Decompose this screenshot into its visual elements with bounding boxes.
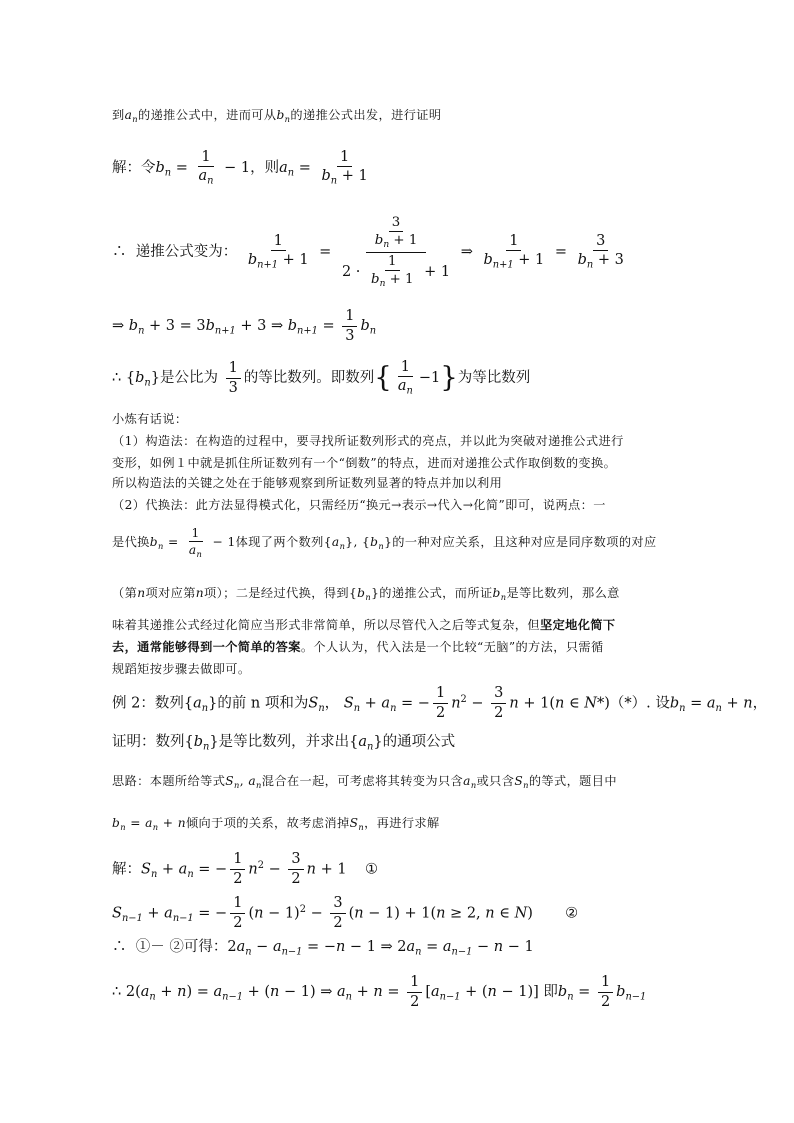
result-line: ∴ $2(a_n + n) = a_{n-1} + (n - 1)$ ⇒ $a_n + n$ = $\frac{1}{2}$ $[a_{n-1} + (n - 1)]$ 即$b_n$ = $\frac{1}{2}$ $b_{n-1}$ <box>112 973 647 1010</box>
summary-line-3: 所以构造法的关键之处在于能够观察到所证数列显著的特点并加以利用 <box>112 476 503 490</box>
substitution-line: 解：令$b_n$ = $\frac{1}{a_n}$ − 1，则$a_n$ = $\frac{1}{b_n + 1}$ <box>112 148 368 187</box>
summary-line-4: （2）代换法：此方法显得模式化，只需经历“换元→表示→代入→化简”即可，说两点：一 <box>112 498 606 512</box>
summary-line-6: （第n项对应第n项）；二是经过代换，得到$\{b_n\}$的递推公式，而所证$b_n$是等比数列，那么意 <box>112 586 620 602</box>
summary-line-1: （1）构造法：在构造的过程中，要寻找所证数列形式的亮点，并以此为突破对递推公式进行 <box>112 434 624 448</box>
example-2-proof-goal: 证明：数列$\{b_n\}$是等比数列，并求出$\{a_n\}$的通项公式 <box>112 734 456 753</box>
example-2-statement: 例 2：数列$\{a_n\}$的前 n 项和为$S_n$， $S_n + a_n$ = − $\frac{1}{2}$ $n^2$ − $\frac{3}{2}$ n + 1(n ∈ N*)（*）. 设$b_n = a_n + n$， <box>112 685 768 721</box>
difference-line: ∴ ①－ ②可得：$2a_n - a_{n-1} = -n - 1$ ⇒ $2a_n = a_{n-1} - n - 1$ <box>112 939 534 958</box>
intro-line: 到$a_n$的递推公式中，进而可从$b_n$的递推公式出发，进行证明 <box>112 108 442 124</box>
summary-line-2: 变形，如例１中就是抓住所证数列有一个“倒数”的特点，进而对递推公式作取倒数的变换。 <box>112 456 617 470</box>
recurrence-line: ∴ 递推公式变为： $\frac{1}{b_{n+1} + 1}$ = $\frac{3}{b_n + 1}$ 2 · $\frac{1}{b_n + 1}$ + 1 ⇒ $\frac{1}{b_{n+1} + 1}$ = $\frac{3}{b_n + 3}$ <box>112 214 624 290</box>
summary-title: 小炼有话说： <box>112 412 188 426</box>
implication-line: ⇒ $b_n + 3 = 3b_{n+1} + 3$ ⇒ $b_{n+1}$ = $\frac{1}{3}$ $b_n$ <box>112 307 377 344</box>
idea-line-2: $b_n = a_n + n$倾向于项的关系，故考虑消掉$S_n$，再进行求解 <box>112 816 440 832</box>
summary-line-5: 是代换$b_n$ = $\frac{1}{a_n}$ − 1体现了两个数列$\{a_n\}$, $\{b_n\}$的一种对应关系，且这种对应是同序数项的对应 <box>112 525 657 559</box>
summary-line-7: 味着其递推公式经过化简应当形式非常简单，所以尽管代入之后等式复杂，但坚定地化简下 <box>112 618 616 632</box>
idea-line-1: 思路：本题所给等式$S_n$, $a_n$混合在一起，可考虑将其转变为只含$a_n$或只含$S_n$的等式，题目中 <box>112 774 617 790</box>
geometric-conclusion-line: ∴ $\{b_n\}$是公比为 $\frac{1}{3}$ 的等比数列。即数列{ $\frac{1}{a_n}$ −1}为等比数列 <box>112 358 531 397</box>
summary-line-9: 规蹈矩按步骤去做即可。 <box>112 662 251 676</box>
equation-1: 解：$S_n + a_n$ = − $\frac{1}{2}$ $n^2$ − $\frac{3}{2}$ n + 1 ① <box>112 851 379 887</box>
summary-line-8: 去，通常能够得到一个简单的答案。个人认为，代入法是一个比较“无脑”的方法，只需循 <box>112 640 604 654</box>
equation-2: $S_{n-1} + a_{n-1}$ = − $\frac{1}{2}$ $(n - 1)^2$ − $\frac{3}{2}$ (n − 1) + 1(n ≥ 2, n ∈ N) ② <box>112 895 579 931</box>
